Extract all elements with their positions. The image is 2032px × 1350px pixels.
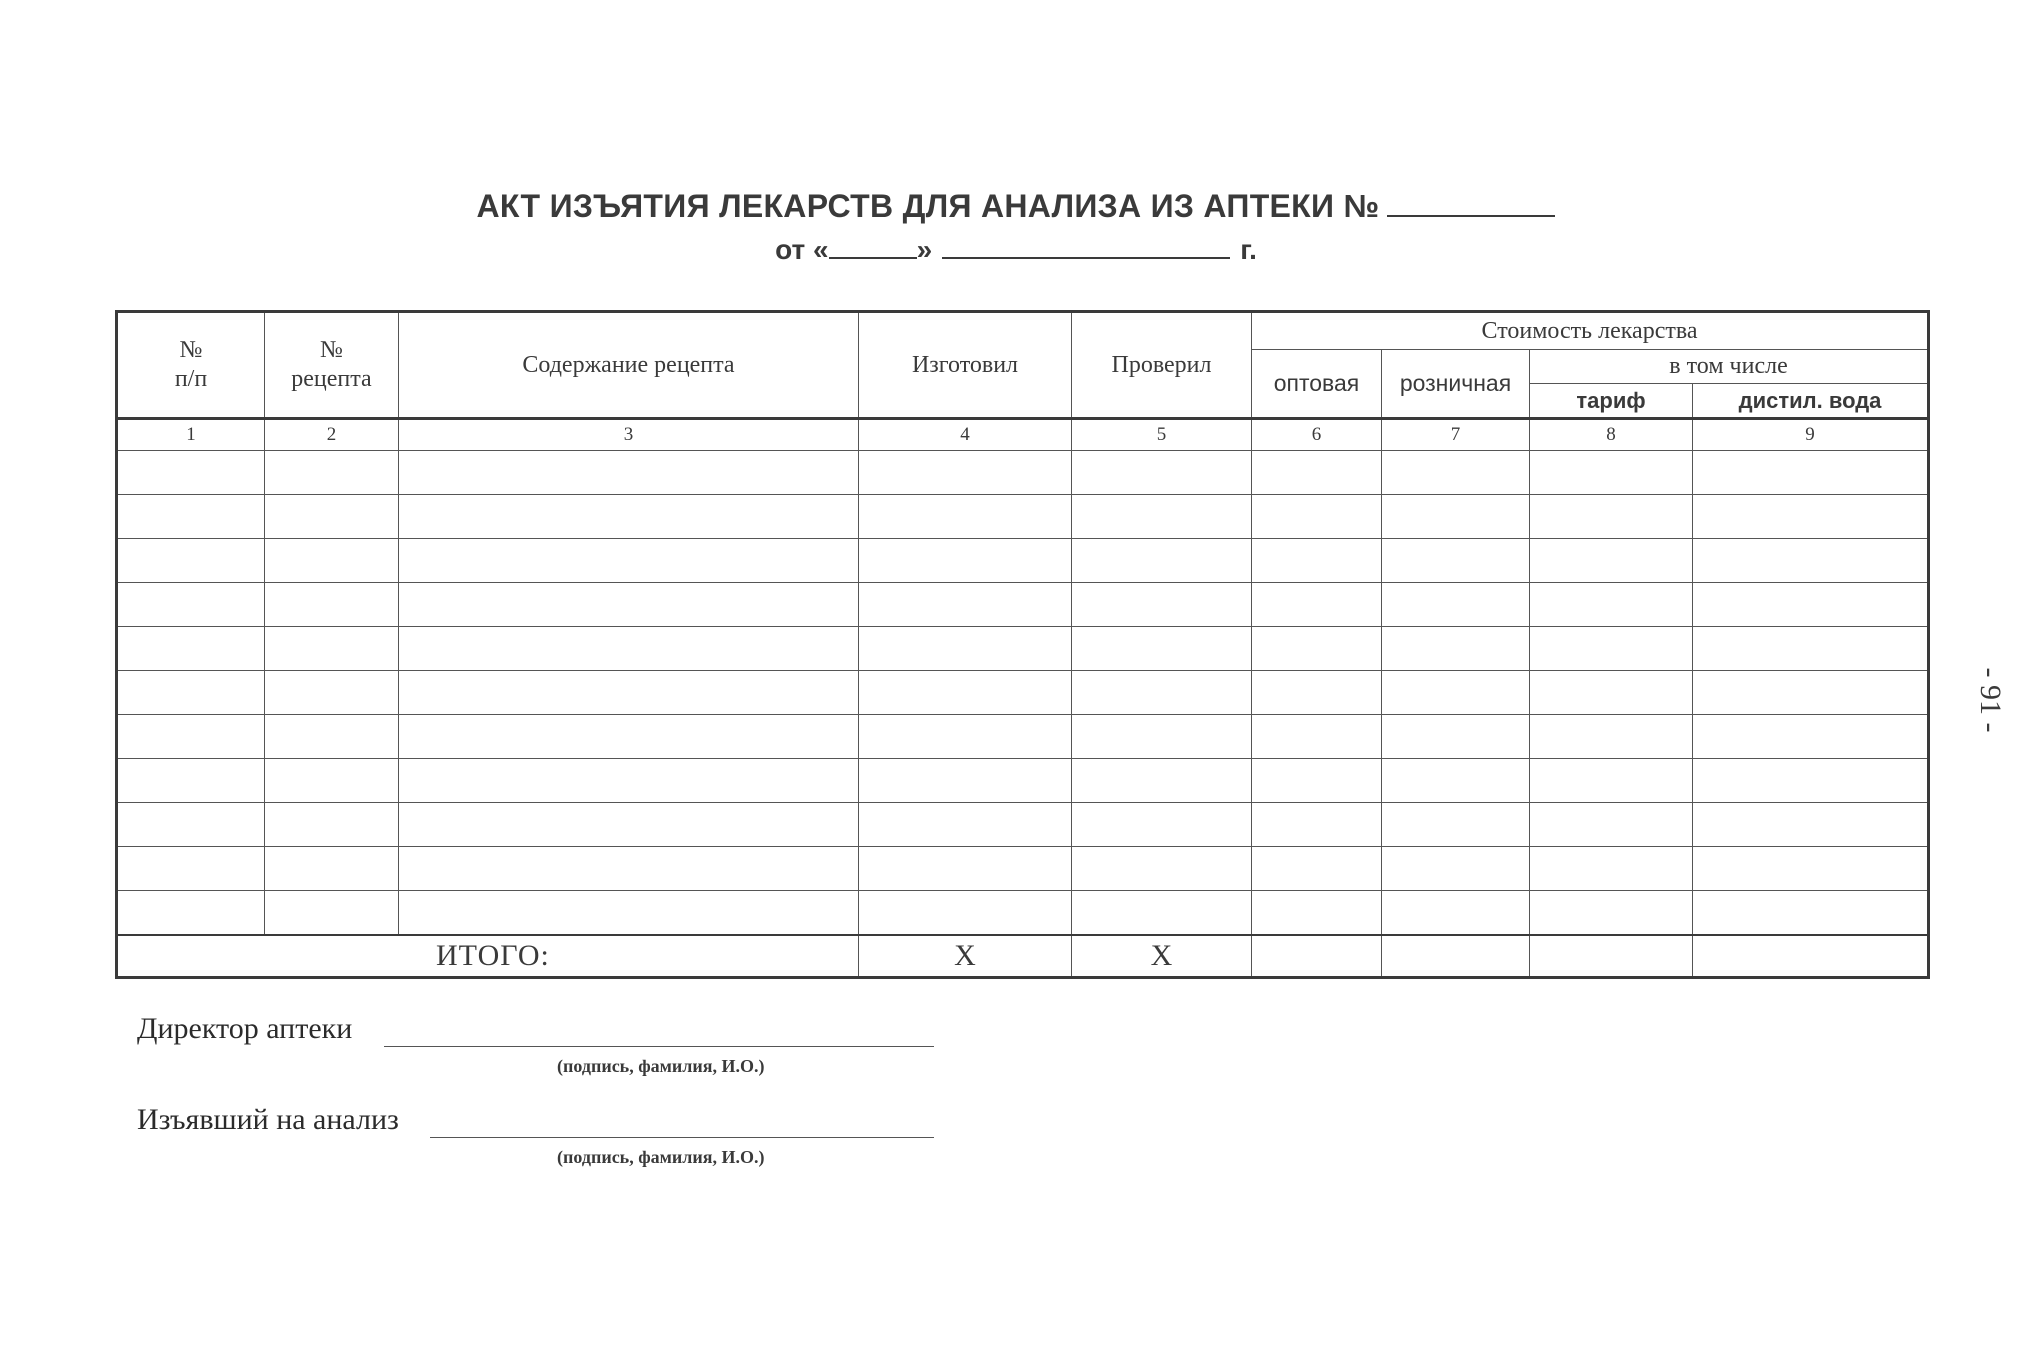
table-cell[interactable] xyxy=(1382,759,1530,803)
header-checked-by: Проверил xyxy=(1072,312,1252,419)
table-cell[interactable] xyxy=(117,671,265,715)
table-row xyxy=(117,715,1929,759)
table-cell[interactable] xyxy=(1693,759,1929,803)
header-num-recipe xyxy=(265,312,399,419)
table-cell[interactable] xyxy=(265,583,399,627)
table-cell[interactable] xyxy=(265,539,399,583)
header-content: Содержание рецепта xyxy=(399,312,859,419)
seizer-label: Изъявший на анализ xyxy=(137,1103,399,1136)
table-cell[interactable] xyxy=(1382,627,1530,671)
director-signature xyxy=(137,1012,937,1092)
table-cell[interactable] xyxy=(1382,891,1530,936)
table-cell[interactable] xyxy=(1382,539,1530,583)
table-cell[interactable] xyxy=(399,847,859,891)
column-number: 3 xyxy=(399,419,859,451)
table-cell[interactable] xyxy=(1530,891,1693,936)
table-cell[interactable] xyxy=(859,495,1072,539)
table-cell[interactable] xyxy=(1382,451,1530,495)
table-cell[interactable] xyxy=(1693,847,1929,891)
table-cell[interactable] xyxy=(117,847,265,891)
table-cell[interactable] xyxy=(1072,759,1252,803)
table-cell[interactable] xyxy=(399,715,859,759)
table-cell[interactable] xyxy=(1252,627,1382,671)
pharmacy-number-blank[interactable] xyxy=(1387,193,1555,217)
table-cell[interactable] xyxy=(1530,803,1693,847)
table-cell[interactable] xyxy=(399,539,859,583)
column-number: 8 xyxy=(1530,419,1693,451)
table-cell[interactable] xyxy=(1252,847,1382,891)
director-signature-line[interactable] xyxy=(384,1046,934,1047)
page-number: - 91 - xyxy=(1974,667,2007,733)
seizure-table xyxy=(115,310,1930,979)
table-cell[interactable] xyxy=(1382,583,1530,627)
table-cell[interactable] xyxy=(1530,847,1693,891)
date-suffix: г. xyxy=(1240,234,1257,265)
table-cell[interactable] xyxy=(1693,451,1929,495)
table-cell[interactable] xyxy=(1072,671,1252,715)
header-tariff: тариф xyxy=(1530,384,1693,419)
table-cell[interactable] xyxy=(399,583,859,627)
table-cell[interactable] xyxy=(1530,495,1693,539)
header-num-recipe-text: № рецепта xyxy=(291,337,372,392)
table-cell[interactable] xyxy=(117,539,265,583)
table-cell[interactable] xyxy=(265,847,399,891)
table-cell[interactable] xyxy=(1252,759,1382,803)
table-cell[interactable] xyxy=(1252,583,1382,627)
table-cell[interactable] xyxy=(1072,891,1252,936)
table-cell[interactable] xyxy=(1252,715,1382,759)
table-cell[interactable] xyxy=(117,451,265,495)
seizer-signature xyxy=(137,1103,937,1183)
table-cell[interactable] xyxy=(1072,847,1252,891)
header-retail: розничная xyxy=(1382,350,1530,419)
table-cell[interactable] xyxy=(1252,891,1382,936)
table-cell[interactable] xyxy=(1072,583,1252,627)
table-cell[interactable] xyxy=(1693,627,1929,671)
table-cell[interactable] xyxy=(1252,539,1382,583)
table-cell[interactable] xyxy=(859,583,1072,627)
table-cell[interactable] xyxy=(399,891,859,936)
table-cell[interactable] xyxy=(399,803,859,847)
header-num-pp xyxy=(117,312,265,419)
table-cell[interactable] xyxy=(1530,451,1693,495)
table-cell[interactable] xyxy=(117,715,265,759)
total-wholesale-cell[interactable] xyxy=(1252,935,1382,978)
table-cell[interactable] xyxy=(117,759,265,803)
date-prefix: от « xyxy=(775,234,829,265)
table-cell[interactable] xyxy=(117,583,265,627)
table-cell[interactable] xyxy=(1252,495,1382,539)
table-cell[interactable] xyxy=(859,891,1072,936)
table-cell[interactable] xyxy=(117,891,265,936)
header-num-pp-text: № п/п xyxy=(174,337,208,392)
table-cell[interactable] xyxy=(1693,715,1929,759)
table-cell[interactable] xyxy=(265,451,399,495)
date-mid: » xyxy=(916,234,933,265)
table-row xyxy=(117,583,1929,627)
table-cell[interactable] xyxy=(1530,759,1693,803)
table-cell[interactable] xyxy=(1252,671,1382,715)
table-row xyxy=(117,451,1929,495)
table-cell[interactable] xyxy=(117,627,265,671)
table-cell[interactable] xyxy=(859,803,1072,847)
director-label: Директор аптеки xyxy=(137,1012,353,1045)
date-month-blank[interactable] xyxy=(942,237,1230,259)
date-day-blank[interactable] xyxy=(829,237,917,259)
total-made-by-mark: X xyxy=(859,935,1072,978)
table-cell[interactable] xyxy=(859,539,1072,583)
table-cell[interactable] xyxy=(1072,715,1252,759)
column-number: 4 xyxy=(859,419,1072,451)
table-cell[interactable] xyxy=(859,715,1072,759)
table-cell[interactable] xyxy=(1252,803,1382,847)
table-cell[interactable] xyxy=(399,495,859,539)
table-cell[interactable] xyxy=(859,847,1072,891)
table-cell[interactable] xyxy=(859,451,1072,495)
table-cell[interactable] xyxy=(1072,627,1252,671)
table-cell[interactable] xyxy=(399,627,859,671)
table-cell[interactable] xyxy=(399,451,859,495)
table-row xyxy=(117,847,1929,891)
table-cell[interactable] xyxy=(117,495,265,539)
column-number: 5 xyxy=(1072,419,1252,451)
table-cell[interactable] xyxy=(399,671,859,715)
header-made-by: Изготовил xyxy=(859,312,1072,419)
seizer-signature-line[interactable] xyxy=(430,1137,934,1138)
table-cell[interactable] xyxy=(1382,671,1530,715)
table-cell[interactable] xyxy=(265,891,399,936)
table-cell[interactable] xyxy=(859,759,1072,803)
table-cell[interactable] xyxy=(1072,495,1252,539)
document-title xyxy=(0,188,2032,225)
table-cell[interactable] xyxy=(1530,671,1693,715)
table-cell[interactable] xyxy=(1530,627,1693,671)
table-cell[interactable] xyxy=(859,627,1072,671)
column-number: 2 xyxy=(265,419,399,451)
table-cell[interactable] xyxy=(1382,715,1530,759)
header-cost: Стоимость лекарства xyxy=(1252,312,1929,350)
table-row xyxy=(117,539,1929,583)
column-number: 7 xyxy=(1382,419,1530,451)
table-cell[interactable] xyxy=(1693,891,1929,936)
table-row xyxy=(117,803,1929,847)
table-cell[interactable] xyxy=(1072,803,1252,847)
table-cell[interactable] xyxy=(1693,495,1929,539)
table-cell[interactable] xyxy=(265,671,399,715)
total-tariff-cell[interactable] xyxy=(1530,935,1693,978)
data-rows xyxy=(117,451,1929,936)
table-cell[interactable] xyxy=(265,759,399,803)
table-cell[interactable] xyxy=(1072,451,1252,495)
table-cell[interactable] xyxy=(1382,495,1530,539)
column-number: 9 xyxy=(1693,419,1929,451)
total-label: ИТОГО: xyxy=(117,935,859,978)
column-number: 1 xyxy=(117,419,265,451)
table-cell[interactable] xyxy=(1693,539,1929,583)
document-date xyxy=(0,234,2032,266)
total-distilled-water-cell[interactable] xyxy=(1693,935,1929,978)
table-cell[interactable] xyxy=(265,803,399,847)
table-cell[interactable] xyxy=(1530,715,1693,759)
table-row xyxy=(117,495,1929,539)
table-cell[interactable] xyxy=(117,803,265,847)
table-cell[interactable] xyxy=(1693,803,1929,847)
table-cell[interactable] xyxy=(859,671,1072,715)
table-cell[interactable] xyxy=(265,627,399,671)
header-including: в том числе xyxy=(1530,350,1929,384)
table-cell[interactable] xyxy=(1530,539,1693,583)
header-distilled-water: дистил. вода xyxy=(1693,384,1929,419)
table-cell[interactable] xyxy=(265,715,399,759)
table-cell[interactable] xyxy=(1530,583,1693,627)
document-title-text: АКТ ИЗЪЯТИЯ ЛЕКАРСТВ ДЛЯ АНАЛИЗА ИЗ АПТЕКИ № xyxy=(476,188,1380,224)
table-row xyxy=(117,671,1929,715)
table-cell[interactable] xyxy=(399,759,859,803)
table-row xyxy=(117,759,1929,803)
table-row xyxy=(117,627,1929,671)
header-wholesale: оптовая xyxy=(1252,350,1382,419)
total-checked-by-mark: X xyxy=(1072,935,1252,978)
table-cell[interactable] xyxy=(265,495,399,539)
column-numbers-row xyxy=(117,419,1929,451)
seizer-hint: (подпись, фамилия, И.О.) xyxy=(557,1147,765,1167)
total-retail-cell[interactable] xyxy=(1382,935,1530,978)
table-cell[interactable] xyxy=(1382,847,1530,891)
table-row xyxy=(117,891,1929,936)
table-cell[interactable] xyxy=(1693,671,1929,715)
total-row xyxy=(117,935,1929,978)
table-cell[interactable] xyxy=(1252,451,1382,495)
director-hint: (подпись, фамилия, И.О.) xyxy=(557,1056,765,1076)
column-number: 6 xyxy=(1252,419,1382,451)
table-cell[interactable] xyxy=(1382,803,1530,847)
table-cell[interactable] xyxy=(1072,539,1252,583)
table-cell[interactable] xyxy=(1693,583,1929,627)
